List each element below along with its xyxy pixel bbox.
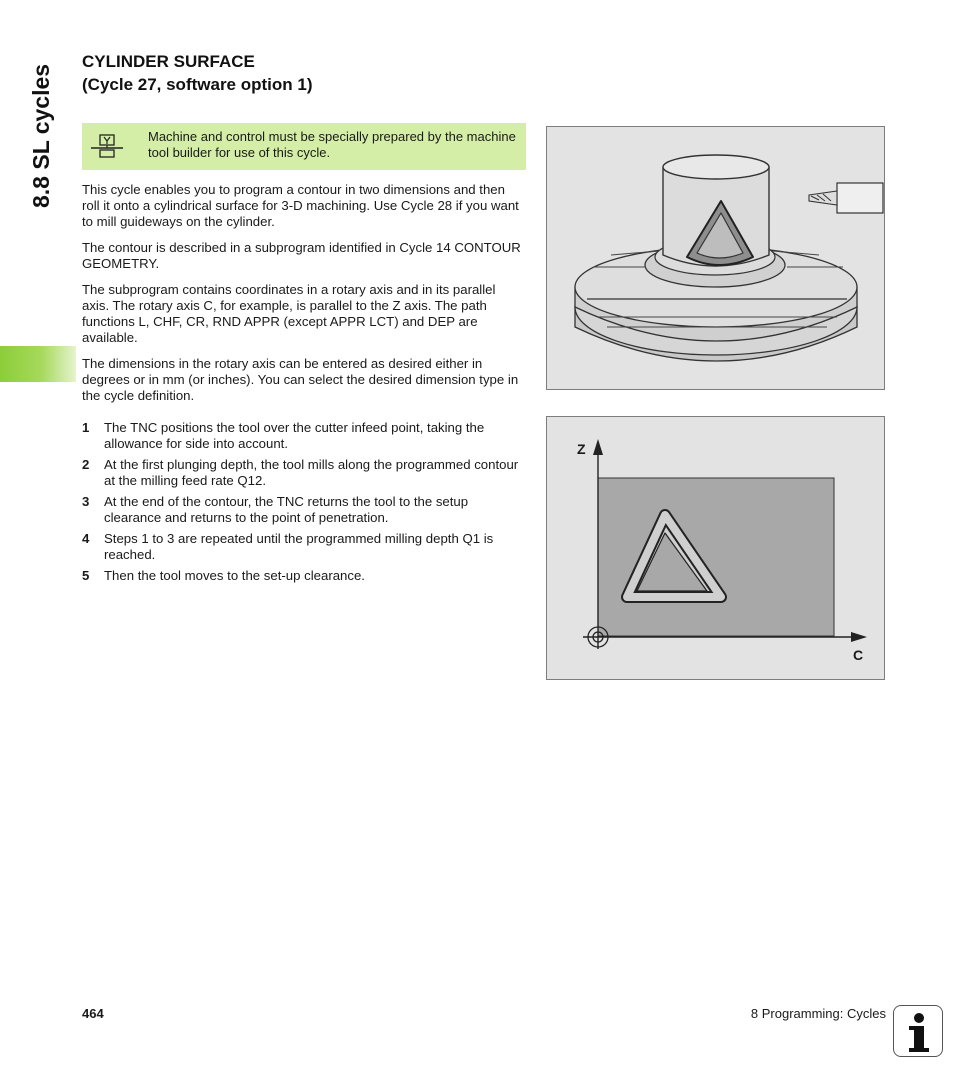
c-axis-label: C <box>853 647 864 663</box>
step-number: 3 <box>82 494 90 509</box>
step-text: At the first plunging depth, the tool mills along the programmed contour at the milling feed rate Q12. <box>104 457 519 488</box>
note-text: Machine and control must be specially prepared by the machine tool builder for use of this cycle. <box>148 129 516 160</box>
step-item <box>82 457 526 489</box>
contour-plane-figure <box>546 416 885 680</box>
step-number: 4 <box>82 531 90 546</box>
title-line-2: (Cycle 27, software option 1) <box>82 75 313 94</box>
machine-icon <box>90 133 126 159</box>
step-text: The TNC positions the tool over the cutter infeed point, taking the allowance for side into account. <box>104 420 485 451</box>
step-text: Then the tool moves to the set-up clearance. <box>104 568 365 583</box>
z-axis-arrow <box>593 439 603 455</box>
step-item <box>82 568 526 584</box>
step-text: Steps 1 to 3 are repeated until the programmed milling depth Q1 is reached. <box>104 531 494 562</box>
step-text: At the end of the contour, the TNC returns the tool to the setup clearance and returns to the point of penetration. <box>104 494 469 525</box>
z-axis-label: Z <box>577 441 586 457</box>
machine-note <box>82 123 526 170</box>
paragraph: This cycle enables you to program a contour in two dimensions and then roll it onto a cylindrical surface for 3-D machining. Use Cycle 28 if you want to mill guideways on the cylinder. <box>82 182 519 229</box>
cylinder-illustration <box>547 127 884 389</box>
c-axis-arrow <box>851 632 867 642</box>
step-list <box>82 420 526 584</box>
paragraph: The dimensions in the rotary axis can be entered as desired either in degrees or in mm (or inches). You can select the desired dimension type in the cycle definition. <box>82 356 519 403</box>
info-icon <box>893 1005 943 1057</box>
section-tab-marker <box>0 346 76 382</box>
page-title <box>82 50 313 96</box>
chapter-label: 8 Programming: Cycles <box>750 1006 886 1021</box>
paragraph: The contour is described in a subprogram identified in Cycle 14 CONTOUR GEOMETRY. <box>82 240 521 271</box>
step-item <box>82 494 526 526</box>
contour-diagram <box>547 417 884 679</box>
body-text <box>82 182 526 589</box>
step-item <box>82 531 526 563</box>
cylinder-machining-figure <box>546 126 885 390</box>
title-line-1: CYLINDER SURFACE <box>82 52 255 71</box>
step-item <box>82 420 526 452</box>
step-number: 2 <box>82 457 90 472</box>
paragraph: The subprogram contains coordinates in a rotary axis and in its parallel axis. The rotary axis C, for example, is parallel to the Z axis. The path functions L, CHF, CR, RND APPR (except APPR LCT) and DEP are available. <box>82 282 496 345</box>
section-side-title: 8.8 SL cycles <box>28 63 54 208</box>
step-number: 1 <box>82 420 90 435</box>
step-number: 5 <box>82 568 90 583</box>
page-number: 464 <box>82 1006 104 1021</box>
